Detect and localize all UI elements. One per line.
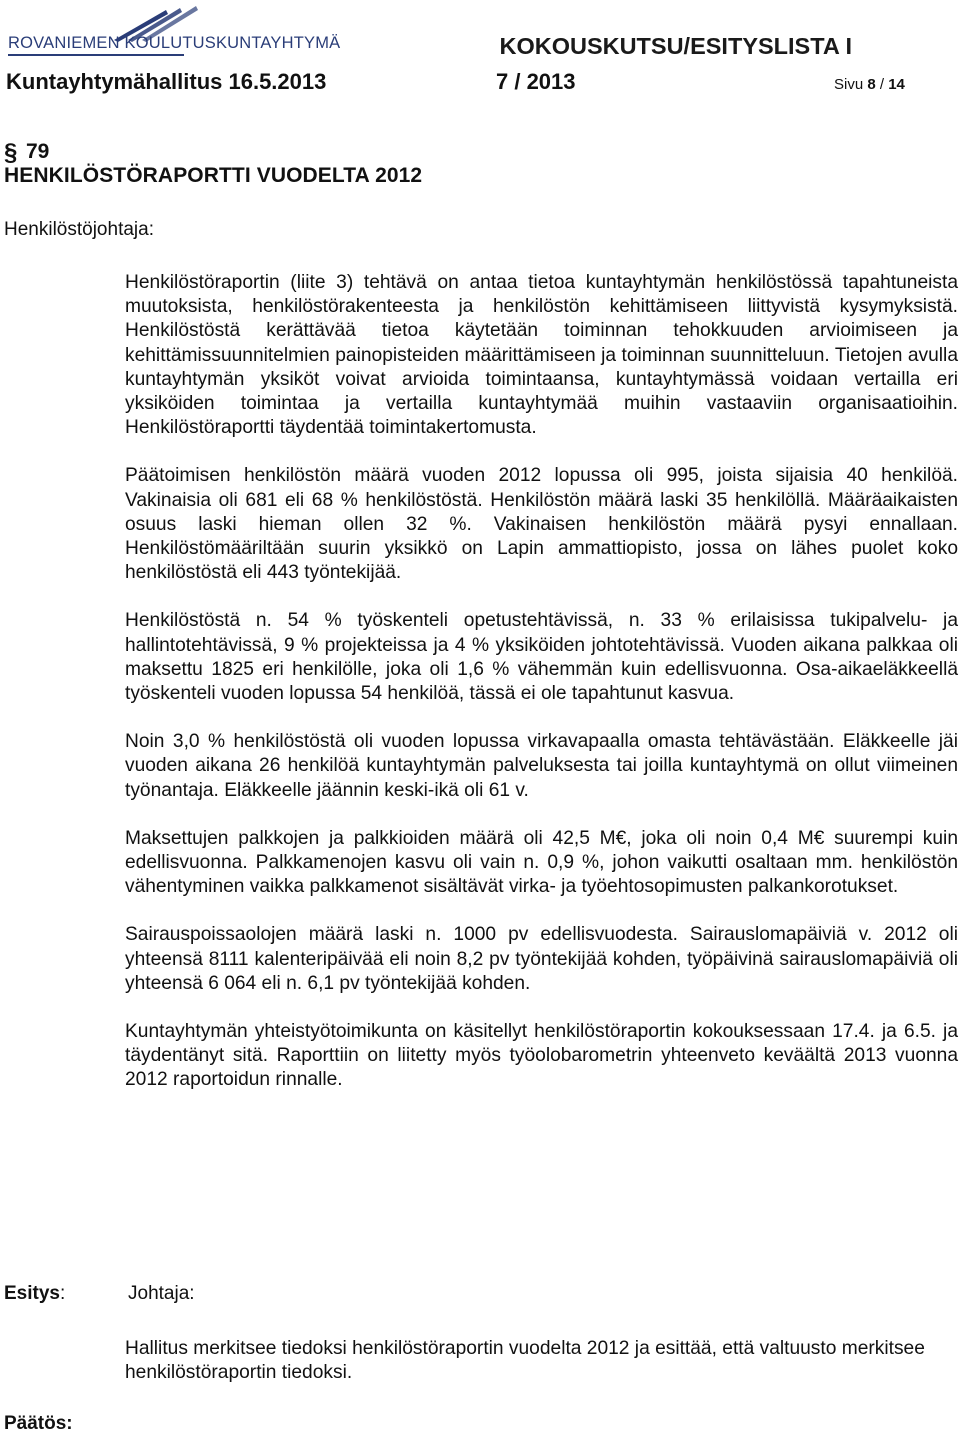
paragraph-cooperation: Kuntayhtymän yhteistyötoimikunta on käsitellyt henkilöstöraportin kokouksessaan 17.4. ja 6.5. ja täydentänyt sitä. Raporttiin on liitetty myös työolobarometrin yhteenveto keväältä 2013 vuonna 2012 raportoidun rinnalle. — [125, 1021, 958, 1091]
proposal-text: Hallitus merkitsee tiedoksi henkilöstöraportin vuodelta 2012 ja esittää, että valtuusto merkitsee henkilöstöraportin tiedoksi. — [125, 1338, 925, 1384]
logo-underline — [8, 54, 184, 56]
meeting-title: Kuntayhtymähallitus 16.5.2013 — [6, 69, 327, 94]
document-type: KOKOUSKUTSU/ESITYSLISTA I — [499, 33, 852, 59]
paragraph-purpose: Henkilöstöraportin (liite 3) tehtävä on antaa tietoa kuntayhtymän henkilöstössä tapahtuneista muutoksista, henkilöstörakenteesta ja henkilöstön kehittämiseen liittyvistä kysymyksistä. Henkilöstöstä kerättävää tietoa käytetään toiminnan tehokkuuden arvioimiseen ja kehittämissuunnitelmien painopisteiden määrittämiseen ja toiminnan suunnitteluun. Tietojen avulla kuntayhtymän yksiköt voivat arvioida toimintaansa, kuntayhtymässä voidaan vertailla eri yksiköiden toimintaa ja vertailla kuntayhtymää muihin vastaaviin organisaatioihin. Henkilöstöraportti täydentää toimintakertomusta. — [125, 272, 958, 439]
organization-logo — [6, 4, 366, 60]
page-indicator — [834, 76, 905, 93]
page-current: 8 — [867, 76, 876, 93]
section-sign: § — [4, 139, 18, 166]
preparer-role: Henkilöstöjohtaja: — [4, 219, 154, 240]
paragraph-sick-leave: Sairauspoissaolojen määrä laski n. 1000 pv edellisvuodesta. Sairauslomapäiviä v. 2012 oli yhteensä 8111 kalenteripäivää eli noin 8,2 pv työntekijää kohden, työpäivinä sairauslomapäiviä oli yhteensä 6 064 eli n. 6,1 pv työntekijää kohden. — [125, 924, 958, 994]
report-body — [125, 271, 958, 1117]
page-total: 14 — [888, 76, 905, 93]
paragraph-roles: Henkilöstöstä n. 54 % työskenteli opetustehtävissä, n. 33 % erilaisissa tukipalvelu- ja hallintotehtävissä, 9 % projekteissa ja 4 % yksiköiden johtotehtävissä. Vuoden aikana palkkaa oli maksettu 1825 eri henkilölle, joka oli 1,6 % vähemmän kuin edellisvuonna. Osa-aikaeläkkeellä työskenteli vuoden lopussa 54 henkilöä, tässä ei ole tapahtunut kasvua. — [125, 610, 958, 705]
decision-label: Päätös: — [4, 1413, 73, 1434]
page-separator: / — [879, 76, 885, 93]
section-title: HENKILÖSTÖRAPORTTI VUODELTA 2012 — [4, 164, 423, 187]
section-number: 79 — [26, 140, 50, 163]
logo-text: ROVANIEMEN KOULUTUSKUNTAYHTYMÄ — [8, 34, 341, 52]
paragraph-headcount: Päätoimisen henkilöstön määrä vuoden 2012 lopussa oli 995, joista sijaisia 40 henkilöä. Vakinaisia oli 681 eli 68 % henkilöstöstä. Henkilöstön määrä laski 35 henkilöllä. Määräaikaisten osuus laski hieman ollen 32 %. Vakinaisen henkilöstön määrä pysyi ennallaan. Henkilöstömääriltään suurin yksikkö on Lapin ammattiopisto, jossa on lähes puolet koko henkilöstöstä eli 443 työntekijää. — [125, 465, 958, 584]
paragraph-retirement: Noin 3,0 % henkilöstöstä oli vuoden lopussa virkavapaalla omasta tehtävästään. Eläkkeelle jäi vuoden aikana 26 henkilöä kuntayhtymän palveluksesta tai joilla kuntayhtymä on ollut viimeinen työnantaja. Eläkkeelle jäännin keski-ikä oli 61 v. — [125, 731, 958, 801]
issue-number: 7 / 2013 — [496, 69, 576, 94]
page-header — [0, 0, 960, 100]
paragraph-salaries: Maksettujen palkkojen ja palkkioiden määrä oli 42,5 M€, joka oli noin 0,4 M€ suurempi kuin edellisvuonna. Palkkamenojen kasvu oli vain n. 0,9 %, johon vaikutti osaltaan mm. henkilöstön vähentyminen vaikka palkkamenot sisältävät virka- ja työehtosopimusten palkankorotukset. — [125, 827, 958, 898]
page-label: Sivu — [834, 76, 864, 93]
proposal-presenter: Johtaja: — [128, 1283, 195, 1304]
proposal-label: Esitys: — [4, 1283, 66, 1304]
